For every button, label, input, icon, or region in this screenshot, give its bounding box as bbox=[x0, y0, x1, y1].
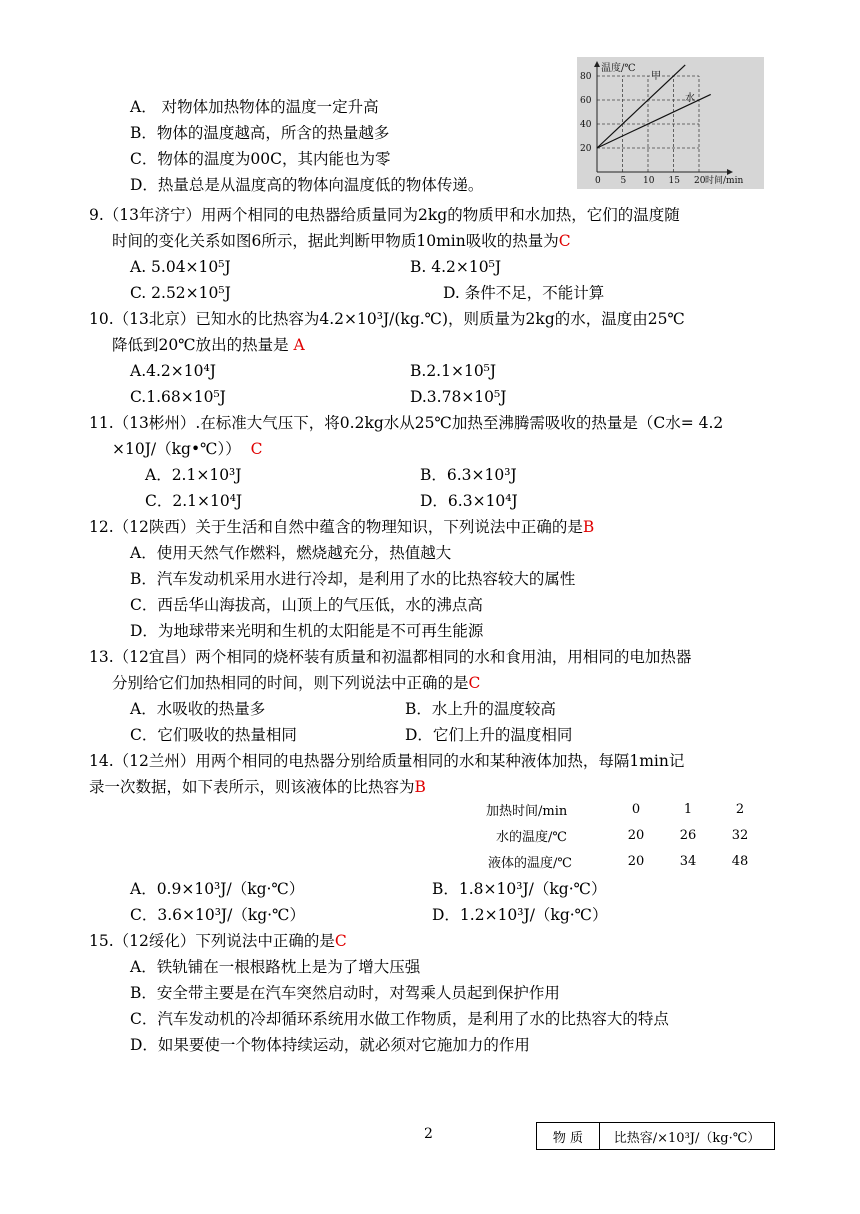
q9-option-a: A. 5.04×10⁵J bbox=[130, 258, 231, 276]
series-label-jia: 甲 bbox=[651, 71, 661, 82]
q13-option-b: B．水上升的温度较高 bbox=[405, 700, 556, 718]
q11-answer: C bbox=[250, 440, 263, 458]
q14-stem-line2: 录一次数据，如下表所示，则该液体的比热容为B bbox=[89, 778, 426, 796]
q10-option-b: B.2.1×10⁵J bbox=[410, 362, 497, 380]
q11-option-a: A．2.1×10³J bbox=[145, 466, 242, 484]
q9-option-c: C. 2.52×10⁵J bbox=[130, 284, 231, 302]
table-header-specific-heat: 比热容/×10³J/（kg·℃） bbox=[613, 1130, 761, 1146]
q13-option-d: D．它们上升的温度相同 bbox=[405, 726, 573, 744]
q10-option-c: C.1.68×10⁵J bbox=[130, 388, 226, 406]
q14-option-b: B．1.8×10³J/（kg·℃） bbox=[432, 880, 607, 898]
y-tick-label: 20 bbox=[580, 144, 592, 154]
x-tick-label: 0 bbox=[595, 176, 601, 186]
q12-option-b: B．汽车发动机采用水进行冷却，是利用了水的比热容较大的属性 bbox=[130, 570, 576, 588]
table-row: 加热时间/min 0 1 2 bbox=[486, 801, 745, 819]
q15-option-a: A．铁轨铺在一根根路枕上是为了增大压强 bbox=[130, 958, 421, 976]
q14-option-c: C．3.6×10³J/（kg·℃） bbox=[130, 906, 305, 924]
q14-option-a: A．0.9×10³J/（kg·℃） bbox=[130, 880, 305, 898]
y-tick-label: 40 bbox=[580, 120, 592, 130]
q12-option-a: A．使用天然气作燃料，燃烧越充分，热值越大 bbox=[130, 544, 452, 562]
q15-option-c: C．汽车发动机的冷却循环系统用水做工作物质，是利用了水的比热容大的特点 bbox=[130, 1010, 669, 1028]
table-row: 水的温度/℃ 20 26 32 bbox=[496, 827, 749, 845]
q15-stem: 15.（12绥化）下列说法中正确的是C bbox=[89, 932, 347, 950]
q11-stem-line2: ×10J/（kg•℃）） C bbox=[112, 440, 263, 458]
q12-option-c: C．西岳华山海拔高，山顶上的气压低，水的沸点高 bbox=[130, 596, 483, 614]
table-header-substance: 物 质 bbox=[537, 1123, 600, 1149]
q15-option-b: B．安全带主要是在汽车突然启动时，对驾乘人员起到保护作用 bbox=[130, 984, 560, 1002]
q10-stem-line1: 10.（13北京）已知水的比热容为4.2×10³J/(kg.℃)，则质量为2kg的水，温度由25℃ bbox=[89, 310, 685, 328]
q14-answer: B bbox=[414, 778, 426, 796]
temperature-time-graph bbox=[577, 57, 764, 189]
q9-stem-line2: 时间的变化关系如图6所示，据此判断甲物质10min吸收的热量为C bbox=[112, 232, 571, 250]
q10-option-d: D.3.78×10⁵J bbox=[410, 388, 507, 406]
q11-stem-line1: 11.（13彬州）.在标准大气压下，将0.2kg水从25℃加热至沸腾需吸收的热量是（C水= 4.2 bbox=[89, 414, 724, 432]
q12-stem: 12.（12陕西）关于生活和自然中蕴含的物理知识，下列说法中正确的是B bbox=[89, 518, 595, 536]
q14-stem-line1: 14.（12兰州）用两个相同的电热器分别给质量相同的水和某种液体加热，每隔1min记 bbox=[89, 752, 685, 770]
q13-stem-line2: 分别给它们加热相同的时间，则下列说法中正确的是C bbox=[112, 674, 481, 692]
q14-data-table bbox=[486, 796, 766, 874]
option-a: A． 对物体加热物体的温度一定升高 bbox=[130, 98, 379, 116]
q13-stem-line1: 13.（12宜昌）两个相同的烧杯装有质量和初温都相同的水和食用油，用相同的电加热器 bbox=[89, 648, 692, 666]
x-tick-label: 10 bbox=[643, 176, 655, 186]
q11-option-c: C．2.1×10⁴J bbox=[145, 492, 243, 510]
option-c: C．物体的温度为00C，其内能也为零 bbox=[130, 150, 391, 168]
q13-option-a: A．水吸收的热量多 bbox=[130, 700, 266, 718]
x-tick-label: 20 bbox=[694, 176, 706, 186]
q9-option-d: D. 条件不足，不能计算 bbox=[443, 284, 605, 302]
y-tick-label: 80 bbox=[580, 72, 592, 82]
q12-answer: B bbox=[582, 518, 595, 536]
x-axis-label: 时间/min bbox=[705, 176, 744, 186]
q15-answer: C bbox=[334, 932, 347, 950]
x-tick-label: 5 bbox=[620, 176, 627, 186]
q13-answer: C bbox=[468, 674, 481, 692]
page-number: 2 bbox=[424, 1126, 433, 1142]
x-tick-label: 15 bbox=[668, 176, 680, 186]
option-b: B．物体的温度越高，所含的热量越多 bbox=[130, 124, 390, 142]
table-row: 液体的温度/℃ 20 34 48 bbox=[488, 853, 749, 871]
y-axis-label: 温度/℃ bbox=[601, 63, 636, 74]
q11-option-b: B．6.3×10³J bbox=[420, 466, 517, 484]
q10-stem-line2: 降低到20℃放出的热量是 A bbox=[112, 336, 305, 354]
q14-option-d: D．1.2×10³J/（kg·℃） bbox=[432, 906, 608, 924]
q9-stem-line1: 9.（13年济宁）用两个相同的电热器给质量同为2kg的物质甲和水加热，它们的温度随 bbox=[89, 206, 680, 224]
y-tick-label: 60 bbox=[580, 96, 592, 106]
q10-option-a: A.4.2×10⁴J bbox=[130, 362, 216, 380]
q15-option-d: D．如果要使一个物体持续运动，就必须对它施加力的作用 bbox=[130, 1036, 530, 1054]
q10-answer: A bbox=[293, 336, 305, 354]
q11-option-d: D．6.3×10⁴J bbox=[420, 492, 518, 510]
series-label-shui: 水 bbox=[685, 93, 695, 104]
specific-heat-table-header bbox=[536, 1122, 775, 1150]
option-d: D．热量总是从温度高的物体向温度低的物体传递。 bbox=[130, 176, 484, 194]
q12-option-d: D．为地球带来光明和生机的太阳能是不可再生能源 bbox=[130, 622, 484, 640]
q9-answer: C bbox=[558, 232, 571, 250]
q13-option-c: C．它们吸收的热量相同 bbox=[130, 726, 297, 744]
q9-option-b: B. 4.2×10⁵J bbox=[410, 258, 502, 276]
series-line-jia bbox=[597, 65, 685, 148]
